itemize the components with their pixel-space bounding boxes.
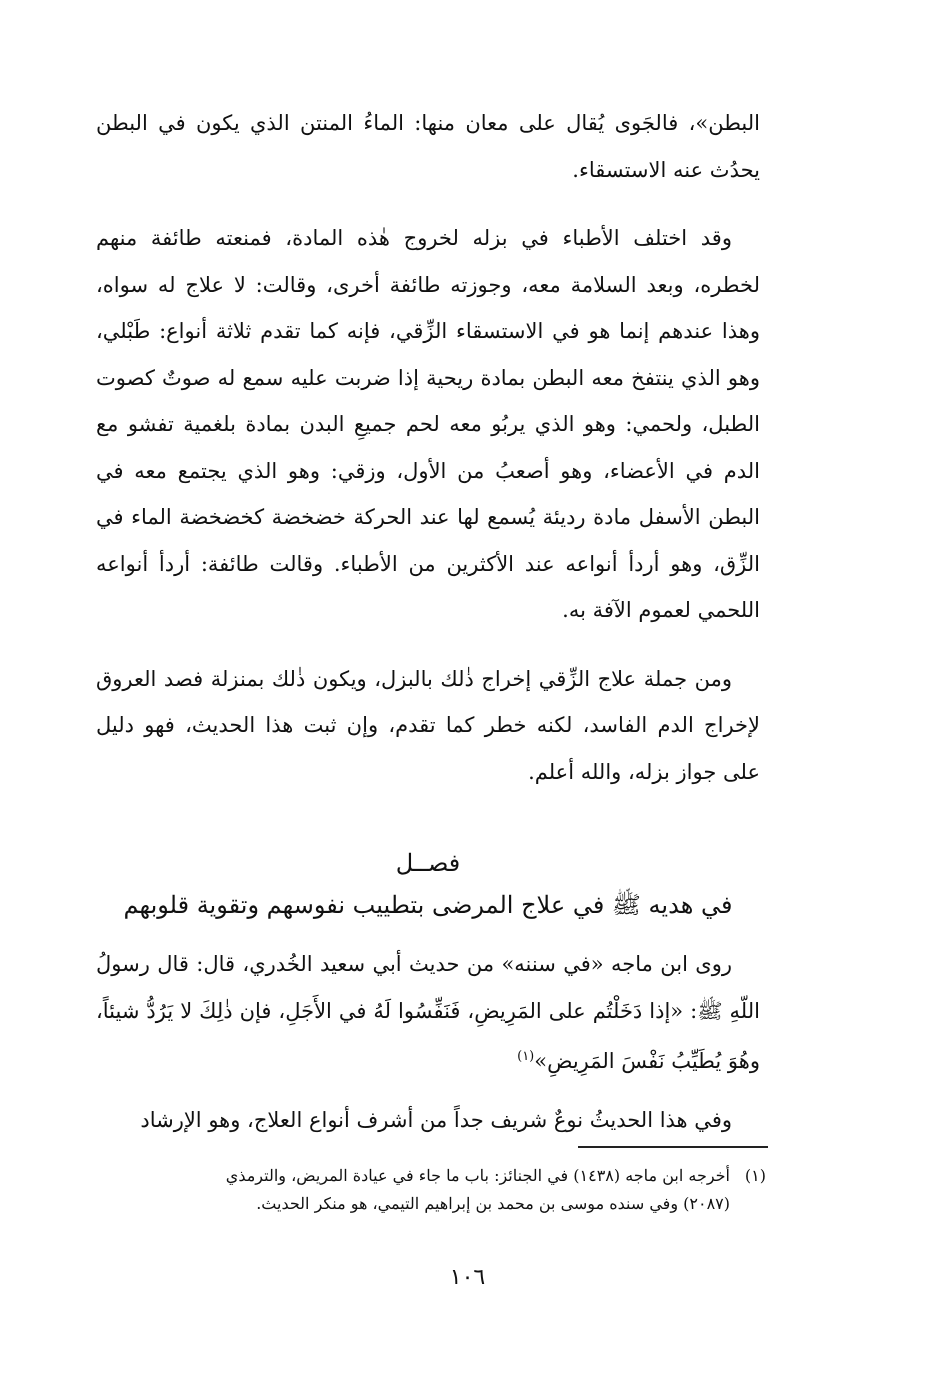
paragraph-4 (96, 941, 760, 1085)
footnote-number: (١) (744, 1166, 766, 1185)
footnote-line-1 (98, 1162, 766, 1190)
section-title: في هديه ﷺ في علاج المرضى بتطييب نفوسهم وتقوية قلوبهم (123, 891, 733, 919)
paragraph-2: وقد اختلف الأطباء في بزله لخروج هٰذه المادة، فمنعته طائفة منهم لخطره، وبعد السلامة معه، وجوزته طائفة أخرى، وقالت: لا علاج له سواه، وهذا عندهم إنما هو في الاستسقاء الزِّقي، فإنه كما تقدم ثلاثة أنواع: طَبْلي، وهو الذي ينتفخ معه البطن بمادة ريحية إذا ضربت عليه سمع له صوتٌ كصوت الطبل، ولحمي: وهو الذي يربُو معه لحم جميعِ البدن بمادة بلغمية تفشو مع الدم في الأعضاء، وهو أصعبُ من الأول، وزقي: وهو الذي يجتمع معه في البطن الأسفل مادة رديئة يُسمع لها عند الحركة خضخضة كخضخضة الماء في الزِّق، وهو أردأ أنواعه عند الأكثرين من الأطباء. وقالت طائفة: أردأ أنواعه اللحمي لعموم الآفة به. (96, 226, 760, 622)
footnote-reference: (١) (517, 1049, 535, 1064)
footnote-separator (578, 1146, 768, 1148)
footnote (98, 1162, 766, 1218)
paragraph-1: البطن»، فالجَوى يُقال على معان منها: الماءُ المنتن الذي يكون في البطن يحدُث عنه الاستسقاء. (96, 111, 760, 182)
page-number: ١٠٦ (449, 1265, 486, 1290)
section-word: فصــل (395, 849, 461, 877)
page-body (96, 100, 760, 1143)
paragraph-4-text: روى ابن ماجه «في سننه» من حديث أبي سعيد الخُدري، قال: قال رسولُ اللّهِ ﷺ: «إذا دَخَلْتُم على المَرِيضِ، فَنَفِّسُوا لَهُ في الأَجَلِ، فإن ذٰلِكَ لا يَرُدُّ شيئاً، وهُوَ يُطَيِّبُ نَفْسَ المَرِيضِ» (96, 952, 760, 1073)
paragraph-3: ومن جملة علاج الزِّقي إخراج ذٰلك بالبزل، ويكون ذٰلك بمنزلة فصد العروق لإخراج الدم الفاسد، لكنه خطر كما تقدم، وإن ثبت هذا الحديث، فهو دليل على جواز بزله، والله أعلم. (96, 666, 760, 784)
paragraph-5: وفي هذا الحديثُ نوعٌ شريف جداً من أشرف أنواع العلاج، وهو الإرشاد (140, 1107, 732, 1132)
footnote-text-1: أخرجه ابن ماجه (١٤٣٨) في الجنائز: باب ما جاء في عيادة المريض، والترمذي (225, 1166, 730, 1185)
section-heading (96, 843, 760, 927)
footnote-text-2: (٢٠٨٧) وفي سنده موسى بن محمد بن إبراهيم التيمي، هو منكر الحديث. (256, 1194, 730, 1213)
